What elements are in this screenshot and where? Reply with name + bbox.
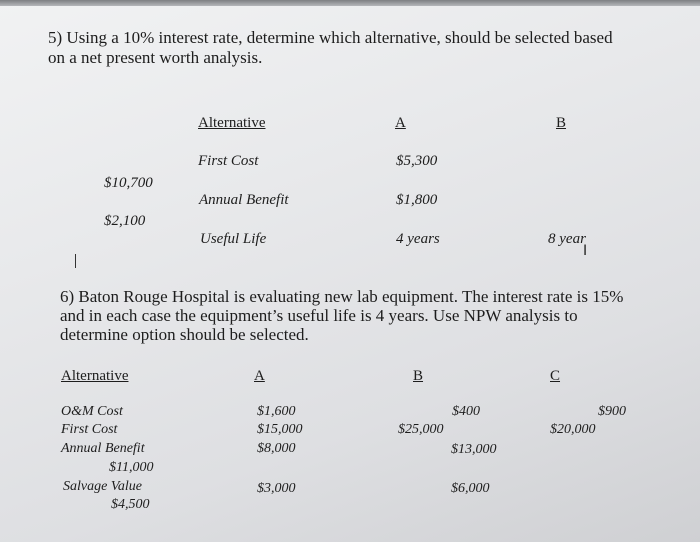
q5-annual-benefit-a: $1,800	[396, 192, 438, 208]
q6-first-cost-b: $25,000	[398, 422, 444, 437]
q5-header-alternative: Alternative	[198, 115, 266, 131]
q6-first-cost-c: $20,000	[550, 422, 596, 437]
window-edge	[0, 0, 700, 6]
q6-salvage-value-c: $4,500	[111, 497, 150, 512]
ibeam-cursor-icon: I	[583, 243, 588, 259]
q5-label-annual-benefit: Annual Benefit	[199, 192, 289, 208]
q6-om-cost-c: $900	[598, 404, 626, 419]
q5-useful-life-b: 8 year	[548, 231, 586, 247]
q5-prompt-line-2: on a net present worth analysis.	[48, 48, 263, 67]
q6-label-om-cost: O&M Cost	[61, 404, 123, 419]
q6-salvage-value-a: $3,000	[257, 481, 296, 496]
q6-prompt-line-2: and in each case the equipment’s useful life is 4 years. Use NPW analysis to	[60, 306, 578, 325]
q5-useful-life-a: 4 years	[396, 231, 440, 247]
q6-om-cost-b: $400	[452, 404, 480, 419]
q6-prompt-line-1: 6) Baton Rouge Hospital is evaluating new lab equipment. The interest rate is 15%	[60, 287, 624, 306]
q5-label-useful-life: Useful Life	[200, 231, 267, 247]
q6-annual-benefit-b: $13,000	[451, 442, 497, 457]
q5-header-b: B	[556, 115, 567, 131]
q6-om-cost-a: $1,600	[257, 404, 296, 419]
q5-annual-benefit-b: $2,100	[104, 213, 146, 229]
q6-label-salvage-value: Salvage Value	[63, 479, 142, 494]
q6-annual-benefit-c: $11,000	[109, 460, 154, 475]
q6-salvage-value-b: $6,000	[451, 481, 490, 496]
q6-header-a: A	[254, 368, 265, 384]
q6-header-alternative: Alternative	[61, 368, 129, 384]
q6-annual-benefit-a: $8,000	[257, 441, 296, 456]
q6-first-cost-a: $15,000	[257, 422, 303, 437]
q5-first-cost-b: $10,700	[104, 175, 153, 191]
q6-header-b: B	[413, 368, 424, 384]
q6-label-first-cost: First Cost	[61, 422, 118, 437]
q5-prompt-line-1: 5) Using a 10% interest rate, determine which alternative, should be selected based	[48, 28, 613, 47]
q5-label-first-cost: First Cost	[198, 153, 259, 169]
q6-prompt-line-3: determine option should be selected.	[60, 325, 309, 344]
text-cursor	[75, 254, 76, 268]
q5-header-a: A	[395, 115, 406, 131]
q6-label-annual-benefit: Annual Benefit	[61, 441, 145, 456]
q6-header-c: C	[550, 368, 561, 384]
q5-first-cost-a: $5,300	[396, 153, 438, 169]
